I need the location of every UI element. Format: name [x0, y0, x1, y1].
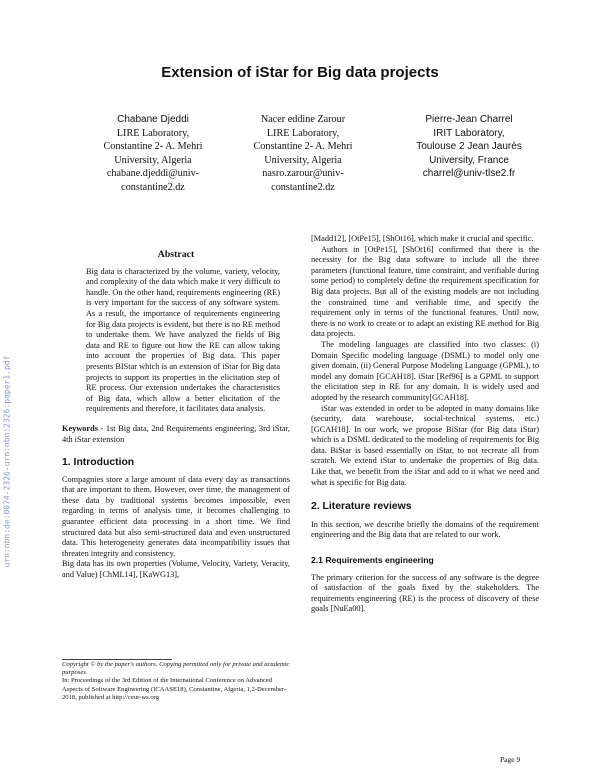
keywords-label: Keywords	[62, 423, 98, 433]
author-affiliation-line: LIRE Laboratory,	[266, 127, 340, 139]
section-heading-literature: 2. Literature reviews	[311, 501, 412, 513]
abstract-heading: Abstract	[157, 249, 195, 260]
keywords	[62, 424, 290, 445]
page-number: Page 9	[500, 755, 521, 764]
right-paragraph-0: [Madd12], [OtPe15], [ShOt16], which make it crucial and specific.	[311, 234, 534, 243]
author-block-3	[384, 113, 554, 181]
author-name: Chabane Djeddi	[117, 114, 189, 125]
requirements-paragraph: The primary criterion for the success of any software is the degree of satisfaction of the goals fixed by the stakeholders. The requirements engineering (RE) is the process of discovery of these goals [NuEa00].	[311, 572, 539, 614]
author-affiliation-line: LIRE Laboratory,	[116, 127, 190, 139]
author-affiliation-line: University, France	[429, 154, 509, 166]
intro-paragraph-2: Big data has its own properties (Volume, Velocity, Variety, Veracity, and Value) [ChML14], [KaWG13],	[62, 559, 290, 580]
copyright-footnote	[62, 661, 290, 702]
intro-paragraph-1: Compagnies store a large amount of data every day as transactions that are important to them. However, over time, the management of these data by traditional systems becomes impossible, even regarding in terms of analysis time, it becomes challenging to guarantee efficient data processing in a short time. We find structured data but also semi-structured data and even unstructured data. This heterogeneity generates data incompatibility issues that threaten integrity and consistency.	[62, 474, 290, 558]
literature-paragraph: In this section, we describe briefly the domains of the requirement engineering and the Big data that are related to our work.	[311, 519, 539, 540]
keywords-text: - 1st Big data, 2nd Requirements engineering, 3rd iStar, 4th iStar extension	[62, 423, 290, 444]
author-affiliation-line: IRIT Laboratory,	[433, 127, 505, 139]
author-email-line: chabane.djeddi@univ-	[106, 168, 200, 179]
right-paragraph-1: Authors in [OtPe15], [ShOt16] confirmed that there is the necessity for the Big data software to include all the three parameters (functional feature, time constraint, and verifiable during some period) to completely define the requirement specification for Big data projects. But all of the existing models are not including the constrained time and verifiable time, and specify the requirement only in terms of the functional features. Until now, there is no work to create or to adapt an existing RE method for Big data projects.	[311, 244, 539, 339]
right-paragraph-2: The modeling languages are classified into two classes: (i) Domain Specific modeling language (DSML) to model only one given domain, (ii) General Purpose Modeling Language (GPML), to model any domain [GCAH18]. iStar [Ref96] is a GPML to support the elicitation step in RE for any domain. It is widely used and adopted by the research community[GCAH18].	[311, 339, 539, 402]
left-column	[62, 250, 290, 581]
paper-title: Extension of iStar for Big data projects	[161, 64, 439, 81]
author-block-2	[228, 113, 378, 194]
author-affiliation-line: Constantine 2- A. Mehri	[253, 141, 353, 152]
author-affiliation-line: University, Algeria	[264, 154, 342, 166]
abstract-text: Big data is characterized by the volume, variety, velocity, and complexity of the data which make it very difficult to handle. On the other hand, requirements engineering (RE) is very important for the success of any software system. As a result, the importance of requirements engineering for Big data projects is evident, but there is no RE method to undertake them. We have analyzed the fields of Big data and RE to figure out how the RE can allow taking into account the properties of Big data. This paper presents BIStar which is an extension of iStar for Big data projects to support its properties in the elicitation step of RE process. Our extension undertakes the characteristics of Big data, which allow a better elicitation of the requirements and therefore, it facilitates data analysis.	[86, 266, 280, 414]
copyright-line: Copyright © by the paper's authors. Copying permitted only for private and academic purposes.	[62, 661, 290, 677]
author-name: Pierre-Jean Charrel	[425, 114, 513, 125]
proceedings-line: In: Proceedings of the 3rd Edition of the International Conference on Advanced Aspects of Software Engineering (ICAASE18), Constantine, Algeria, 1,2-December-2018, published at http://ceur-ws.org	[62, 677, 287, 701]
footnote-divider	[62, 659, 172, 660]
right-column	[311, 234, 539, 615]
author-affiliation-line: Constantine 2- A. Mehri	[103, 141, 203, 152]
author-email-line: constantine2.dz	[271, 181, 335, 193]
author-email-line: constantine2.dz	[121, 181, 185, 193]
section-heading-introduction: 1. Introduction	[62, 457, 135, 469]
author-block-1	[78, 113, 228, 194]
subsection-heading-requirements: 2.1 Requirements engineering	[311, 555, 434, 566]
author-name: Nacer eddine Zarour	[260, 114, 346, 125]
right-paragraph-3: iStar was extended in order to be adopted in many domains like (security, data warehouse, social-technical systems, etc.) [GCAH18]. In our work, we propose BiStar (for Big data iStar) which is a DSML dedicated to the modeling of requirements for Big data. BiStar is based essentially on iStar, to not recreate all from scratch. We extend iStar to undertake the properties of Big data. Like that, we benefit from the iStar and add to it what we need and what is specific for Big data.	[311, 403, 539, 487]
author-email-line: charrel@univ-tlse2.fr	[422, 168, 516, 179]
author-affiliation-line: University, Algeria	[114, 154, 192, 166]
author-email-line: nasro.zarour@univ-	[262, 168, 344, 179]
author-affiliation-line: Toulouse 2 Jean Jaurès	[416, 141, 522, 152]
side-identifier: urn:nbn:de:0074-2326-urn:nbn:2326:paper1.pdf	[2, 355, 12, 568]
